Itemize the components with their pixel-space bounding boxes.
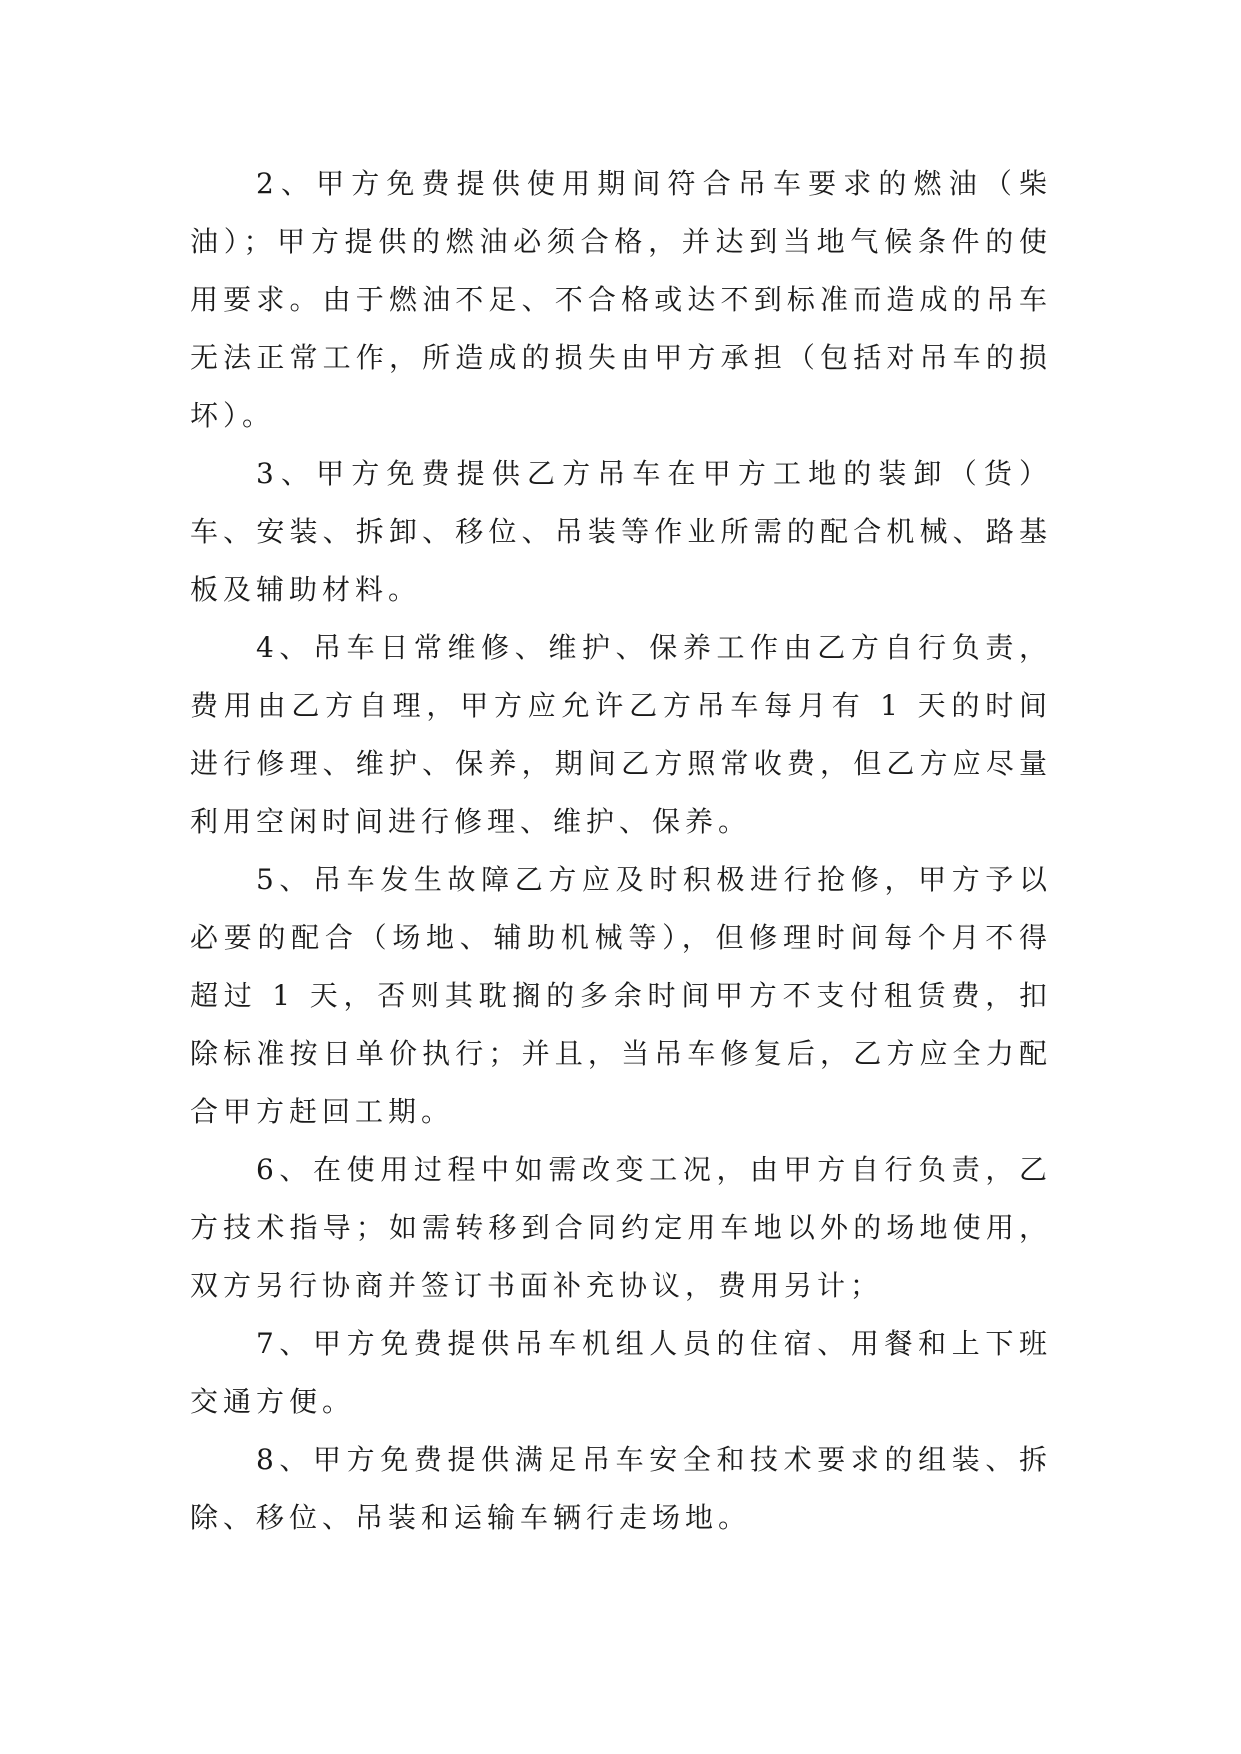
clause-3: 3、甲方免费提供乙方吊车在甲方工地的装卸（货）车、安装、拆卸、移位、吊装等作业所需的配合机械、路基板及辅助材料。 bbox=[190, 457, 1052, 606]
clause-4: 4、吊车日常维修、维护、保养工作由乙方自行负责，费用由乙方自理，甲方应允许乙方吊车每月有 1 天的时间进行修理、维护、保养，期间乙方照常收费，但乙方应尽量利用空闲时间进行修理、维护、保养。 bbox=[190, 631, 1052, 838]
clause-2: 2、甲方免费提供使用期间符合吊车要求的燃油（柴油）；甲方提供的燃油必须合格，并达到当地气候条件的使用要求。由于燃油不足、不合格或达不到标准而造成的吊车无法正常工作，所造成的损失由甲方承担（包括对吊车的损坏）。 bbox=[190, 167, 1052, 432]
clause-5: 5、吊车发生故障乙方应及时积极进行抢修，甲方予以必要的配合（场地、辅助机械等），但修理时间每个月不得超过 1 天，否则其耽搁的多余时间甲方不支付租赁费，扣除标准按日单价执行；并且，当吊车修复后，乙方应全力配合甲方赶回工期。 bbox=[190, 863, 1052, 1128]
document-body bbox=[190, 155, 1052, 1547]
clause-6: 6、在使用过程中如需改变工况，由甲方自行负责，乙方技术指导；如需转移到合同约定用车地以外的场地使用，双方另行协商并签订书面补充协议，费用另计； bbox=[190, 1153, 1052, 1302]
clause-8: 8、甲方免费提供满足吊车安全和技术要求的组装、拆除、移位、吊装和运输车辆行走场地。 bbox=[190, 1443, 1052, 1534]
clause-7: 7、甲方免费提供吊车机组人员的住宿、用餐和上下班交通方便。 bbox=[190, 1327, 1052, 1418]
